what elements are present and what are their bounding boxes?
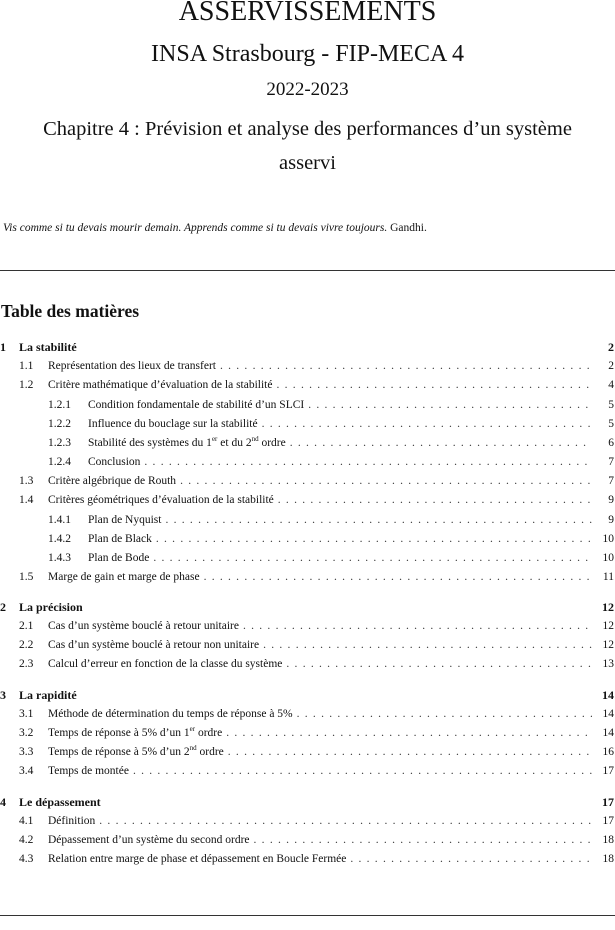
toc-entry-number: 3.1 (19, 708, 34, 720)
toc-page-number: 9 (608, 494, 614, 506)
toc-page-number: 17 (602, 795, 614, 809)
toc-leader-dots (204, 571, 592, 583)
toc-entry-label: Cas d’un système bouclé à retour unitaire (48, 620, 239, 632)
toc-leader-dots (228, 746, 592, 758)
toc-leader-dots (153, 552, 592, 564)
toc-leader-dots (262, 418, 592, 430)
toc-entry-1-2-1[interactable] (0, 399, 614, 415)
toc-leader-dots (286, 658, 592, 670)
document-title: ASSERVISSEMENTS (178, 0, 437, 27)
toc-entry-1-5[interactable] (0, 571, 614, 587)
chapter-title-line2: asservi (279, 152, 336, 174)
toc-entry-number: 2.2 (19, 639, 34, 651)
toc-page-number: 14 (602, 688, 614, 702)
toc-entry-2-3[interactable] (0, 658, 614, 674)
toc-leader-dots (220, 360, 592, 372)
toc-chapter-label: Le dépassement (19, 795, 101, 809)
epigraph (3, 222, 427, 234)
toc-title: Table des matières (1, 301, 140, 321)
toc-leader-dots (297, 708, 592, 720)
toc-entry-number: 1.4.2 (48, 533, 71, 545)
toc-entry-number: 1.5 (19, 571, 34, 583)
toc-leader-dots (226, 727, 592, 739)
toc-entry-number: 1.2.4 (48, 456, 71, 468)
toc-entry-number: 1.2 (19, 379, 34, 391)
chapter-title (0, 112, 615, 180)
toc-entry-2-2[interactable] (0, 639, 614, 655)
toc-page-number: 4 (608, 379, 614, 391)
chapter-title-line1: Chapitre 4 : Prévision et analyse des performances d’un système (43, 118, 572, 140)
toc-page-number: 5 (608, 399, 614, 411)
toc-entry-label: Temps de montée (48, 765, 129, 777)
toc-leader-dots (165, 514, 592, 526)
school-line: INSA Strasbourg - FIP-MECA 4 (151, 41, 464, 67)
toc-entry-number: 1.4.1 (48, 514, 71, 526)
toc-page-number: 16 (602, 746, 614, 758)
toc-entry-label: Temps de réponse à 5% d’un 1er ordre (48, 725, 223, 739)
toc-entry-number: 4.3 (19, 853, 34, 865)
toc-entry-number: 1.3 (19, 475, 34, 487)
toc-entry-1-2-3[interactable] (0, 437, 614, 453)
toc-page-number: 17 (602, 815, 614, 827)
toc-entry-label: Représentation des lieux de transfert (48, 360, 216, 372)
toc-entry-1-2[interactable] (0, 379, 614, 395)
toc-entry-number: 3.4 (19, 765, 34, 777)
toc-leader-dots (308, 399, 592, 411)
toc-entry-2-1[interactable] (0, 620, 614, 636)
toc-entry-label: Cas d’un système bouclé à retour non unitaire (48, 639, 260, 651)
toc-entry-label: Dépassement d’un système du second ordre (48, 834, 250, 846)
toc-entry-number: 4.2 (19, 834, 34, 846)
bottom-divider (0, 915, 615, 916)
toc-leader-dots (133, 765, 592, 777)
toc-page-number: 18 (602, 834, 614, 846)
toc-entry-label: Conclusion (88, 456, 141, 468)
toc-page-number: 17 (602, 765, 614, 777)
toc-chapter-number: 3 (0, 688, 6, 702)
toc-leader-dots (99, 815, 592, 827)
year-line: 2022-2023 (266, 79, 349, 100)
toc-entry-number: 1.2.1 (48, 399, 71, 411)
toc-entry-3-1[interactable] (0, 708, 614, 724)
toc-entry-label: Temps de réponse à 5% d’un 2nd ordre (48, 744, 224, 758)
toc-entry-label: Stabilité des systèmes du 1er et du 2nd ordre (88, 435, 286, 449)
toc-chapter-label: La précision (19, 600, 83, 614)
toc-entry-number: 3.3 (19, 746, 34, 758)
toc-entry-1-4-1[interactable] (0, 514, 614, 530)
toc-chapter-label: La stabilité (19, 340, 77, 354)
toc-entry-3-2[interactable] (0, 727, 614, 743)
toc-entry-number: 1.4 (19, 494, 34, 506)
toc-entry-label: Influence du bouclage sur la stabilité (88, 418, 258, 430)
toc-page-number: 5 (608, 418, 614, 430)
toc-page-number: 6 (608, 437, 614, 449)
toc-page-number: 10 (602, 552, 614, 564)
toc-chapter-4[interactable] (0, 795, 614, 811)
epigraph-author: Gandhi. (390, 222, 427, 234)
toc-entry-number: 1.2.2 (48, 418, 71, 430)
epigraph-text: Vis comme si tu devais mourir demain. Apprends comme si tu devais vivre toujours. (3, 222, 388, 234)
toc-chapter-number: 4 (0, 795, 6, 809)
toc-page-number: 12 (602, 600, 614, 614)
toc-entry-number: 1.4.3 (48, 552, 71, 564)
toc-entry-1-4-3[interactable] (0, 552, 614, 568)
toc-entry-label: Plan de Bode (88, 552, 150, 564)
toc-entry-1-3[interactable] (0, 475, 614, 491)
toc-entry-1-1[interactable] (0, 360, 614, 376)
toc-entry-label: Condition fondamentale de stabilité d’un SLCI (88, 399, 305, 411)
toc-entry-label: Plan de Nyquist (88, 514, 162, 526)
toc-chapter-3[interactable] (0, 688, 614, 704)
toc-leader-dots (254, 834, 592, 846)
toc-page-number: 14 (602, 708, 614, 720)
toc-entry-4-1[interactable] (0, 815, 614, 831)
toc-entry-label: Plan de Black (88, 533, 152, 545)
toc-leader-dots (180, 475, 592, 487)
toc-entry-number: 2.1 (19, 620, 34, 632)
toc-leader-dots (243, 620, 592, 632)
toc-entry-label: Calcul d’erreur en fonction de la classe du système (48, 658, 283, 670)
toc-leader-dots (350, 853, 592, 865)
toc-page-number: 10 (602, 533, 614, 545)
toc-entry-4-3[interactable] (0, 853, 614, 869)
toc-entry-label: Relation entre marge de phase et dépassement en Boucle Fermée (48, 853, 347, 865)
toc-page-number: 2 (608, 360, 614, 372)
top-divider (0, 270, 615, 271)
toc-entry-1-2-4[interactable] (0, 456, 614, 472)
toc-entry-number: 1.1 (19, 360, 34, 372)
toc-entry-label: Critère mathématique d’évaluation de la stabilité (48, 379, 273, 391)
toc-leader-dots (290, 437, 592, 449)
toc-leader-dots (144, 456, 592, 468)
toc-entry-number: 1.2.3 (48, 437, 71, 449)
toc-chapter-label: La rapidité (19, 688, 77, 702)
toc-entry-label: Critères géométriques d’évaluation de la stabilité (48, 494, 274, 506)
toc-leader-dots (278, 494, 592, 506)
toc-chapter-number: 2 (0, 600, 6, 614)
toc-entry-label: Critère algébrique de Routh (48, 475, 177, 487)
toc-page-number: 14 (602, 727, 614, 739)
toc-chapter-2[interactable] (0, 600, 614, 616)
toc-leader-dots (156, 533, 592, 545)
toc-page-number: 18 (602, 853, 614, 865)
toc-entry-label: Méthode de détermination du temps de réponse à 5% (48, 708, 293, 720)
toc-page-number: 7 (608, 475, 614, 487)
toc-leader-dots (277, 379, 593, 391)
toc-page-number: 9 (608, 514, 614, 526)
toc-entry-3-4[interactable] (0, 765, 614, 781)
toc-entry-4-2[interactable] (0, 834, 614, 850)
toc-entry-1-2-2[interactable] (0, 418, 614, 434)
toc-page-number: 2 (608, 340, 614, 354)
toc-page-number: 12 (602, 620, 614, 632)
toc-entry-label: Définition (48, 815, 96, 827)
toc-page-number: 11 (602, 571, 614, 583)
toc-chapter-number: 1 (0, 340, 6, 354)
toc-entry-3-3[interactable] (0, 746, 614, 762)
toc-entry-number: 2.3 (19, 658, 34, 670)
toc-entry-number: 3.2 (19, 727, 34, 739)
toc-entry-label: Marge de gain et marge de phase (48, 571, 200, 583)
toc-entry-number: 4.1 (19, 815, 34, 827)
toc-page-number: 13 (602, 658, 614, 670)
toc-entry-1-4-2[interactable] (0, 533, 614, 549)
toc-page-number: 12 (602, 639, 614, 651)
toc-leader-dots (263, 639, 592, 651)
toc-entry-1-4[interactable] (0, 494, 614, 510)
toc-page-number: 7 (608, 456, 614, 468)
toc-chapter-1[interactable] (0, 340, 614, 356)
